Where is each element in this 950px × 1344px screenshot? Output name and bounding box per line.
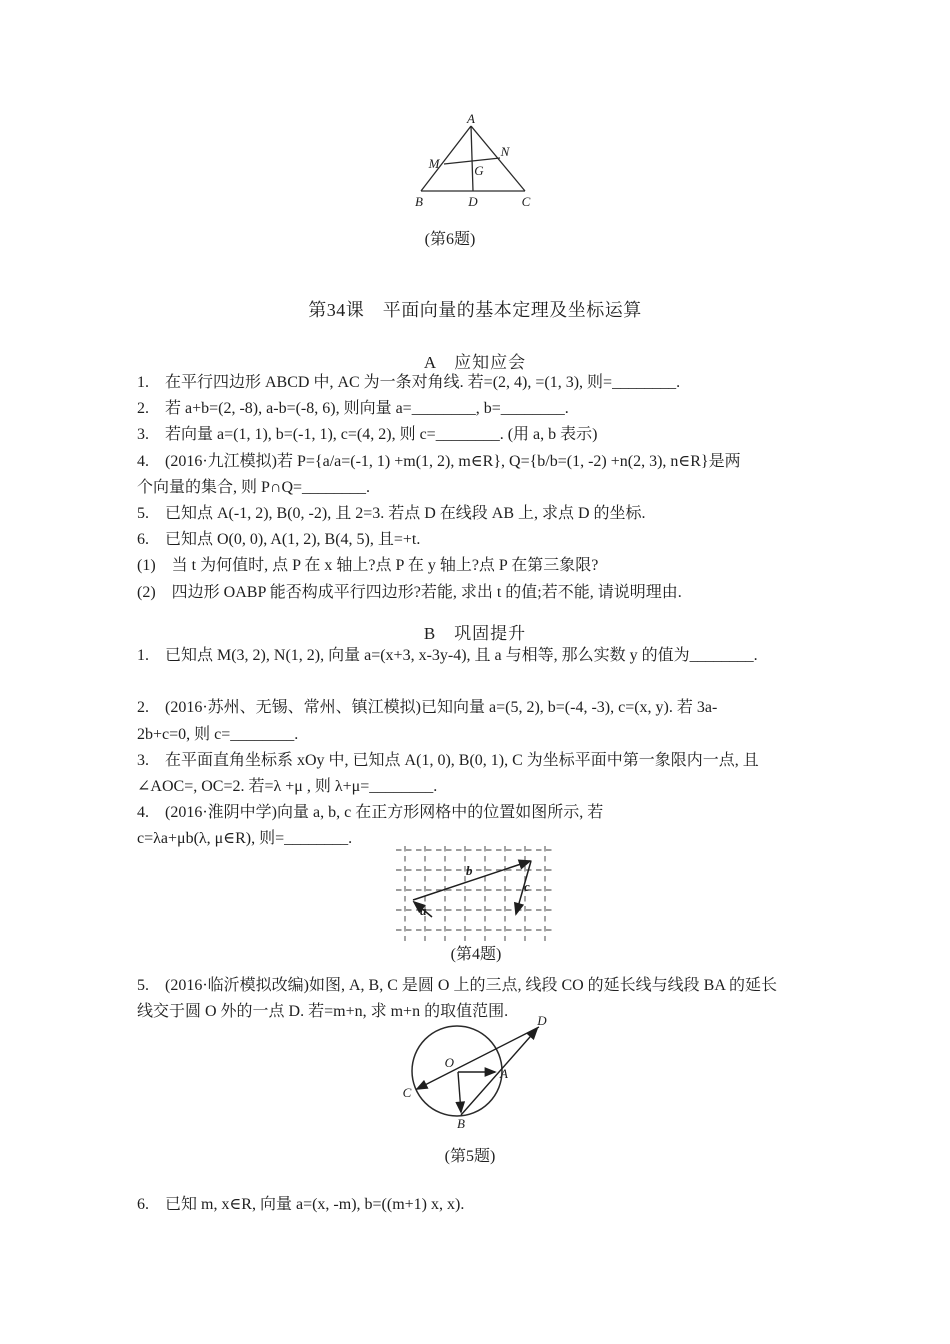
lesson-title: 第34课 平面向量的基本定理及坐标运算	[308, 300, 642, 320]
grid-figure-svg	[396, 845, 556, 943]
triangle-label-b: B	[415, 194, 423, 209]
circle-figure-q5	[396, 1016, 556, 1136]
line-d-to-c-arrow	[417, 1027, 539, 1089]
problem-b5-line2: 线交于圆 O 外的一点 D. 若=m+n, 求 m+n 的取值范围.	[137, 1003, 509, 1021]
section-a-heading: A 应知应会	[423, 353, 527, 372]
problem-a6: 6. 已知点 O(0, 0), A(1, 2), B(4, 5), 且=+t.	[137, 531, 421, 549]
circle-label-a: A	[500, 1066, 508, 1081]
figure-q6-caption: (第6题)	[424, 231, 476, 248]
figure-q5-caption: (第5题)	[444, 1148, 496, 1165]
vector-a-label: a	[420, 903, 427, 918]
circle-label-d: D	[537, 1016, 547, 1028]
problem-a4-line2: 个向量的集合, 则 P∩Q=________.	[137, 478, 371, 496]
vector-b-label: b	[466, 863, 473, 878]
section-a-problems	[137, 370, 837, 606]
problem-a6-part2: (2) 四边形 OABP 能否构成平行四边形?若能, 求出 t 的值;若不能, 请说明理由.	[137, 583, 682, 601]
triangle-median-ad	[471, 126, 473, 191]
problem-a6-part1: (1) 当 t 为何值时, 点 P 在 x 轴上?点 P 在 y 轴上?点 P 在第三象限?	[137, 557, 599, 575]
triangle-figure-svg	[398, 114, 550, 210]
circle-label-o: O	[444, 1055, 454, 1070]
problem-b4-line2: c=λa+μb(λ, μ∈R), 则=________.	[137, 830, 353, 848]
circle-label-c: C	[402, 1085, 412, 1100]
problem-b5-line1: 5. (2016·临沂模拟改编)如图, A, B, C 是圆 O 上的三点, 线段 CO 的延长线与线段 BA 的延长	[137, 977, 778, 994]
problem-a4-line1: 4. (2016·九江模拟)若 P={a/a=(-1, 1) +m(1, 2), m∈R}, Q={b/b=(1, -2) +n(2, 3), n∈R}是两	[137, 452, 741, 470]
problem-b4-line1: 4. (2016·淮阴中学)向量 a, b, c 在正方形网格中的位置如图所示, 若	[137, 804, 604, 822]
problem-b3-line2: ∠AOC=, OC=2. 若=λ +μ , 则 λ+μ=________.	[137, 778, 438, 795]
triangle-label-d: D	[468, 194, 478, 209]
triangle-figure-q6	[398, 114, 550, 210]
triangle-label-n: N	[500, 144, 510, 159]
problem-b3-line1: 3. 在平面直角坐标系 xOy 中, 已知点 A(1, 0), B(0, 1), C 为坐标平面中第一象限内一点, 且	[137, 751, 759, 769]
figure-q4-caption: (第4题)	[450, 946, 502, 963]
circle-o	[412, 1026, 502, 1116]
problem-a5: 5. 已知点 A(-1, 2), B(0, -2), 且 2=3. 若点 D 在线段 AB 上, 求点 D 的坐标.	[137, 505, 646, 523]
triangle-label-a: A	[467, 114, 475, 126]
grid-figure-q4	[396, 845, 556, 943]
problem-a1: 1. 在平行四边形 ABCD 中, AC 为一条对角线. 若=(2, 4), =(1, 3), 则=________.	[137, 374, 681, 391]
problem-b2-line1: 2. (2016·苏州、无锡、常州、镇江模拟)已知向量 a=(5, 2), b=(-4, -3), c=(x, y). 若 3a-	[137, 699, 718, 717]
problem-a3: 3. 若向量 a=(1, 1), b=(-1, 1), c=(4, 2), 则 c=________. (用 a, b 表示)	[137, 426, 598, 444]
problem-b2-line2: 2b+c=0, 则 c=________.	[137, 725, 299, 743]
problem-b6: 6. 已知 m, x∈R, 向量 a=(x, -m), b=((m+1) x, x).	[137, 1196, 465, 1213]
triangle-label-c: C	[521, 194, 531, 209]
vector-c-label: c	[524, 879, 530, 894]
problem-b1: 1. 已知点 M(3, 2), N(1, 2), 向量 a=(x+3, x-3y-4), 且 a 与相等, 那么实数 y 的值为________.	[137, 647, 758, 664]
triangle-label-m: M	[428, 156, 440, 171]
section-b-heading: B 巩固提升	[423, 624, 527, 643]
section-b-problems-upper	[137, 643, 837, 853]
vector-o-to-b-arrow	[458, 1072, 461, 1112]
circle-label-b: B	[457, 1116, 465, 1131]
triangle-label-g: G	[474, 163, 484, 178]
circle-figure-svg	[396, 1016, 556, 1136]
problem-a2: 2. 若 a+b=(2, -8), a-b=(-8, 6), 则向量 a=________, b=________.	[137, 400, 569, 418]
